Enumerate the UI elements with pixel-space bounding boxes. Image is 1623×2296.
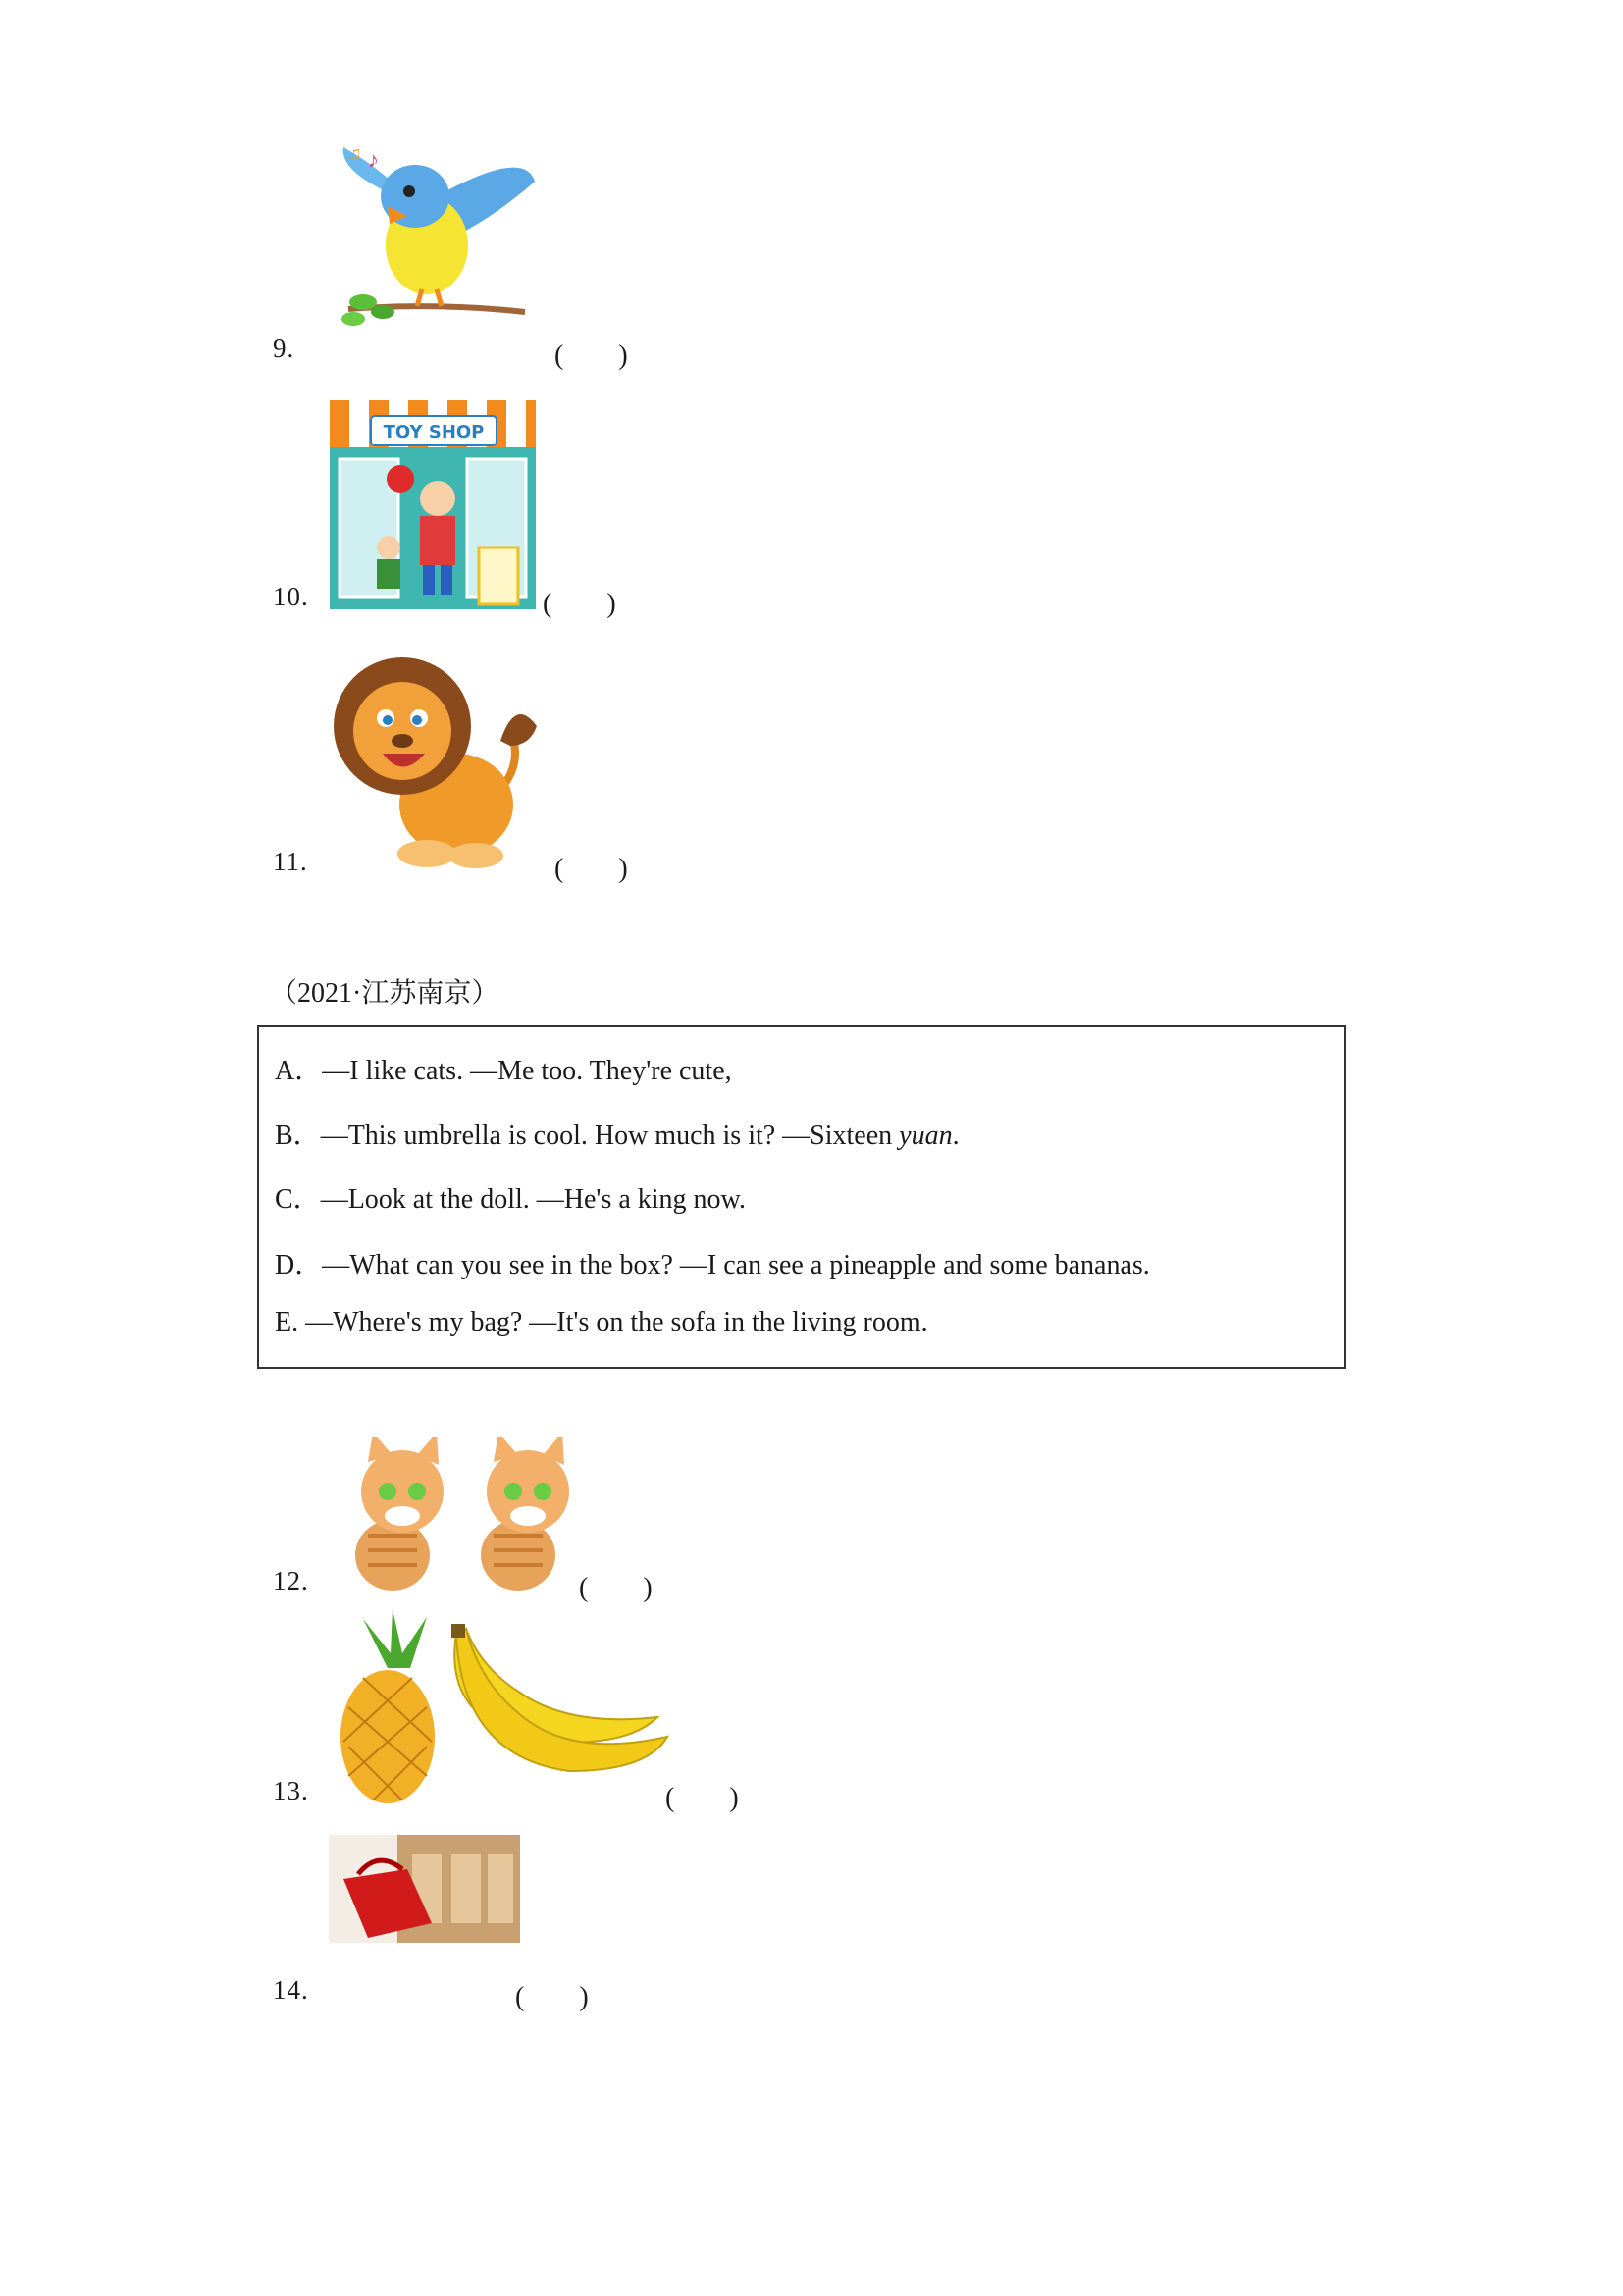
answer-blank[interactable]: ( ) <box>554 340 628 371</box>
singing-bird-icon <box>329 137 545 348</box>
bag-on-sofa-icon <box>329 1835 520 1997</box>
answer-blank[interactable]: ( ) <box>579 1573 653 1603</box>
question-number: 12. <box>273 1566 309 1595</box>
pineapple-bananas-icon <box>334 1609 672 1805</box>
question-source: （2021·江苏南京） <box>270 978 499 1009</box>
toy-shop-icon <box>330 400 536 609</box>
option-c: C．—Look at the doll. —He's a king now. <box>275 1184 746 1215</box>
answer-blank[interactable]: ( ) <box>665 1783 739 1813</box>
question-number: 13. <box>273 1776 309 1805</box>
question-number: 14. <box>273 1975 309 2005</box>
question-number: 10. <box>273 582 309 611</box>
option-b: B．—This umbrella is cool. How much is it? —Sixteen yuan. <box>275 1121 960 1151</box>
svg-text:TOY SHOP: TOY SHOP <box>383 422 485 443</box>
svg-text:♫: ♫ <box>348 143 362 163</box>
answer-blank[interactable]: ( ) <box>554 854 628 884</box>
question-number: 9. <box>273 334 295 363</box>
option-a: A．—I like cats. —Me too. They're cute, <box>275 1056 732 1086</box>
option-d: D．—What can you see in the box? —I can see a pineapple and some bananas. <box>275 1250 1150 1280</box>
question-number: 11. <box>273 847 308 876</box>
options-box <box>257 1025 1346 1369</box>
two-cats-icon <box>329 1437 584 1594</box>
answer-blank[interactable]: ( ) <box>515 1982 589 2012</box>
lion-icon <box>329 648 545 878</box>
option-e: E. —Where's my bag? —It's on the sofa in the living room. <box>275 1307 928 1337</box>
answer-blank[interactable]: ( ) <box>543 589 616 619</box>
svg-text:♪: ♪ <box>368 147 379 172</box>
